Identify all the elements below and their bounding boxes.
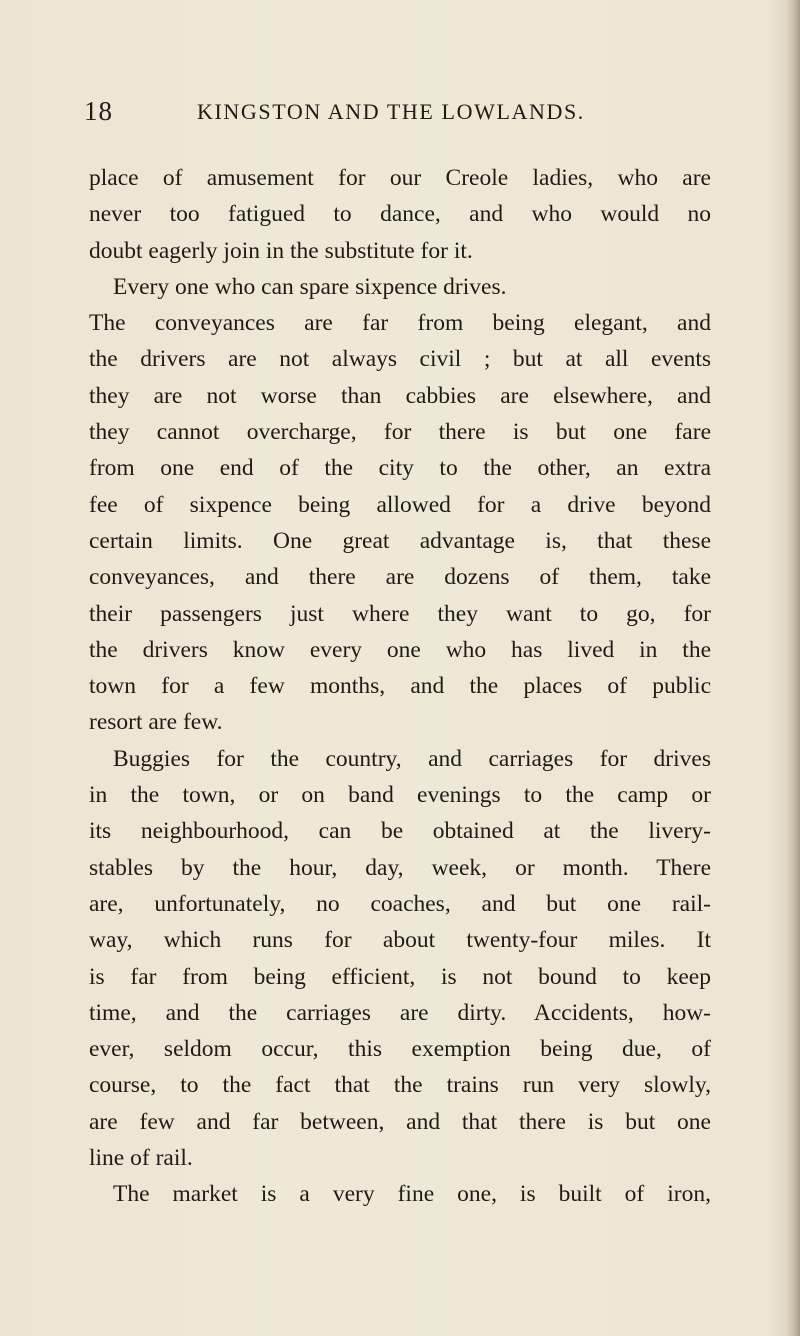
text-line: in the town, or on band evenings to the camp or [89, 782, 711, 809]
text-line: course, to the fact that the trains run very slowly, [89, 1072, 711, 1099]
page-edge-shadow [786, 0, 800, 1336]
text-line: place of amusement for our Creole ladies, who are [89, 165, 711, 191]
text-line: way, which runs for about twenty-four miles. It [89, 927, 711, 954]
text-line: ever, seldom occur, this exemption being due, of [89, 1036, 711, 1063]
text-line: its neighbourhood, can be obtained at the livery- [89, 818, 711, 845]
page-number: 18 [84, 96, 113, 126]
text-line: from one end of the city to the other, an extra [89, 455, 711, 482]
text-line: are few and far between, and that there is but one [89, 1108, 711, 1135]
text-line: time, and the carriages are dirty. Accidents, how- [89, 999, 711, 1026]
text-line: is far from being efficient, is not bound to keep [89, 963, 711, 990]
text-line: Buggies for the country, and carriages for drives [113, 745, 711, 772]
text-line: line of rail. [89, 1145, 193, 1172]
text-line: town for a few months, and the places of public [89, 673, 711, 700]
text-line: their passengers just where they want to go, for [89, 600, 711, 627]
text-line: are, unfortunately, no coaches, and but one rail- [89, 890, 711, 917]
text-line: conveyances, and there are dozens of them, take [89, 564, 711, 591]
text-line: the drivers are not always civil ; but at all events [89, 346, 711, 373]
text-line: resort are few. [89, 709, 223, 736]
text-line: Every one who can spare sixpence drives. [113, 273, 507, 300]
text-line: certain limits. One great advantage is, that these [89, 527, 711, 554]
text-line: the drivers know every one who has lived in the [89, 636, 711, 663]
body-text [89, 160, 711, 1213]
text-line: The market is a very fine one, is built of iron, [113, 1181, 711, 1208]
page-header [84, 96, 714, 136]
text-line: fee of sixpence being allowed for a drive beyond [89, 491, 711, 518]
text-line: stables by the hour, day, week, or month. There [89, 854, 711, 881]
text-line: they cannot overcharge, for there is but one fare [89, 419, 711, 446]
text-line: they are not worse than cabbies are elsewhere, and [89, 382, 711, 409]
text-line: doubt eagerly join in the substitute for it. [89, 237, 473, 264]
text-line: never too fatigued to dance, and who would no [89, 201, 711, 228]
text-line: The conveyances are far from being elegant, and [89, 310, 711, 337]
running-head: KINGSTON AND THE LOWLANDS. [197, 99, 585, 124]
